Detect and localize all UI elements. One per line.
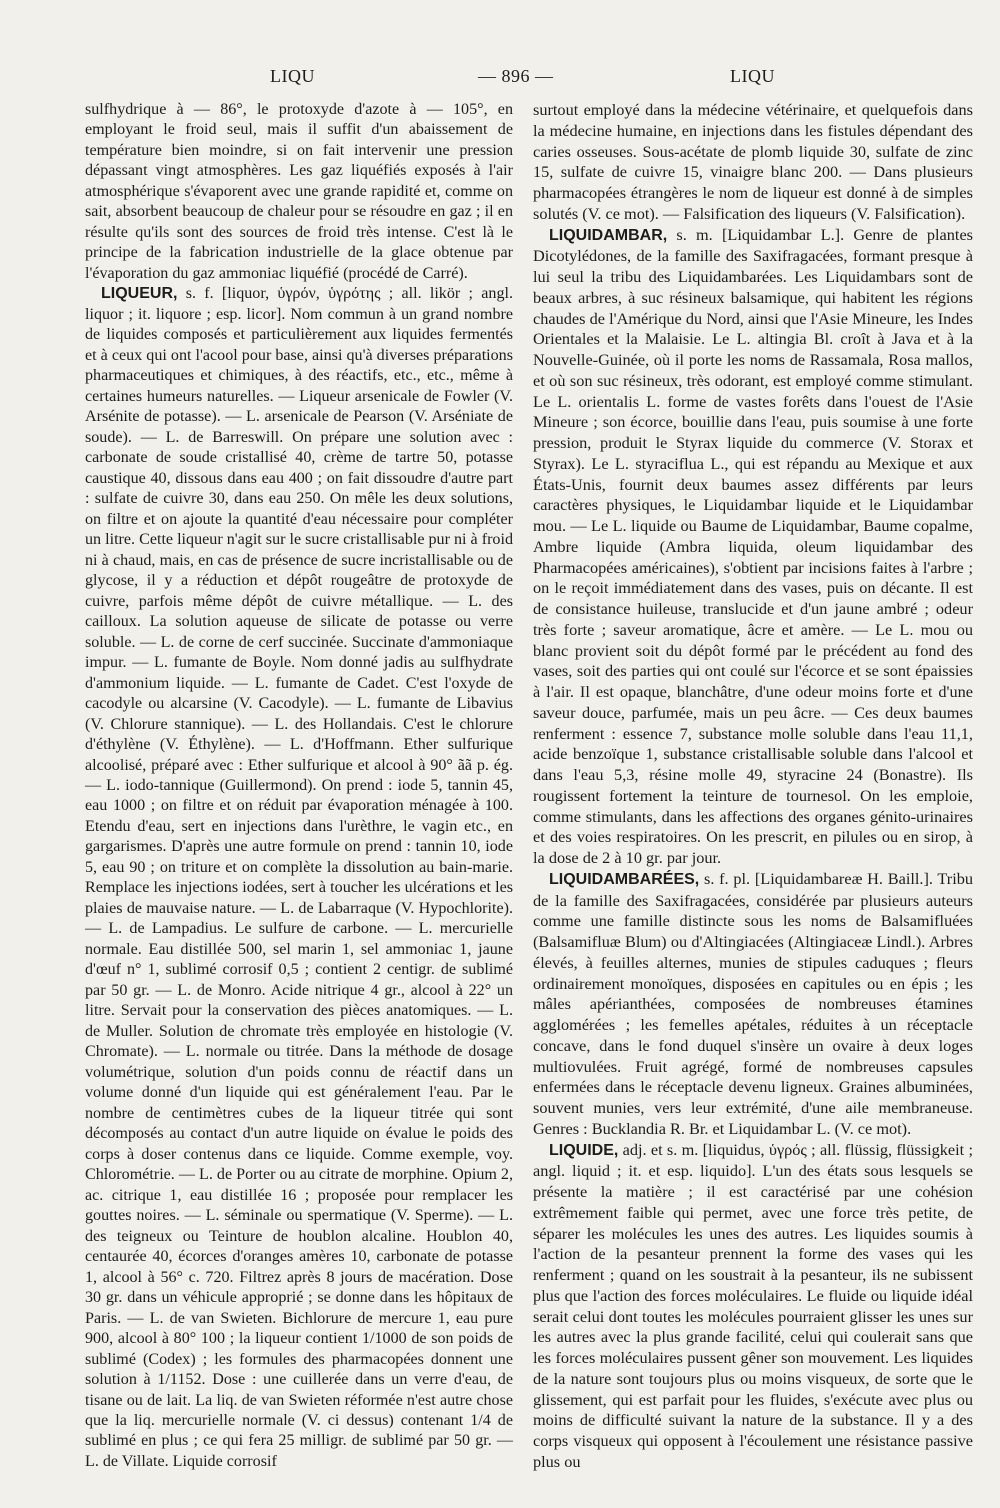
- right-column: [533, 100, 973, 1473]
- entry-liquidambar: [533, 225, 973, 869]
- headword: LIQUIDAMBARÉES,: [549, 870, 700, 888]
- entry-text: s. m. [Liquidambar L.]. Genre de plantes Dicotylédones, de la famille des Saxifragacées, formant presque à lui seul la tribu des Liquidambarées. Les Liquidambars sont de beaux arbres, à suc résineux balsamique, qui habitent les régions chaudes de l'Amérique du Nord, ainsi que l'Asie Mineure, les Indes Orientales et la Malaisie. Le L. altingia Bl. croît à Java et à la Nouvelle-Guinée, où il porte les noms de Rassamala, Rosa mallos, et où son suc résineux, très odorant, est employé comme stimulant. Le L. orientalis L. forme de vastes forêts dans l'ouest de l'Asie Mineure ; son écorce, bouillie dans l'eau, puis soumise à une forte pression, produit le Styrax liquide du commerce (V. Storax et Styrax). Le L. styraciflua L., qui est répandu au Mexique et aux États-Unis, fournit deux baumes assez différents par leurs caractères physiques, le Liquidambar liquide et le Liquidambar mou. — Le L. liquide ou Baume de Liquidambar, Baume copalme, Ambre liquide (Ambra liquida, oleum liquidambar des Pharmacopées américaines), s'obtient par incisions faites à l'arbre ; on le reçoit immédiatement dans des vases, puis on décante. Il est de consistance huileuse, translucide et d'un jaune ambré ; odeur très forte ; saveur aromatique, âcre et amère. — Le L. mou ou blanc provient soit du dépôt formé par le précédent au fond des vases, soit des parties qui ont coulé sur l'écorce et se sont épaissies à l'air. Il est opaque, blanchâtre, d'une odeur moins forte et d'une saveur douce, parfumée, mais un peu âcre. — Ces deux baumes renferment : essence 7, substance molle soluble dans l'eau 11,1, acide benzoïque 1, substance cristallisable soluble dans l'alcool et dans l'eau 5,3, résine molle 49, styracine 24 (Bonastre). Ils rougissent fortement la teinture de tournesol. On les emploie, comme stimulants, dans les affections des organes génito-urinaires et des voies respiratoires. On les prescrit, en pilules ou en sirop, à la dose de 2 à 10 gr. par jour.: [533, 224, 974, 867]
- header-left-guide-word: LIQU: [270, 66, 315, 86]
- page-number: — 896 —: [478, 66, 554, 86]
- header-right-guide-word: LIQU: [730, 66, 775, 86]
- entry-liqueur: [85, 284, 513, 1472]
- headword: LIQUIDE,: [549, 1141, 619, 1159]
- entry-text: adj. et s. m. [liquidus, ὑγρός ; all. flüssig, flüssigkeit ; angl. liquid ; it. et esp. liquido]. L'un des états sous lesquels se présente la matière ; il est caractérisé par une cohésion extrêmement faible qui permet, avec une force très petite, de séparer les molécules les unes des autres. Les liquides soumis à l'action de la pesanteur prennent la forme des vases qui les renferment ; quand on les soustrait à la pesanteur, ils ne subissent plus que l'action des forces moléculaires. Le fluide ou liquide idéal serait celui dont toutes les molécules pourraient glisser les unes sur les autres avec la plus grande facilité, celui qui coulerait sans que les forces moléculaires pussent gêner son mouvement. Les liquides de la nature sont toujours plus ou moins visqueux, de sorte que le glissement, qui est parfait pour les fluides, s'exécute avec plus ou moins de difficulté suivant la nature de la substance. Il y a des corps visqueux qui opposent à l'écoulement une résistance passive plus ou: [533, 1139, 974, 1471]
- entry-text: s. f. [liquor, ὑγρόν, ὑγρότης ; all. likör ; angl. liquor ; it. liquore ; esp. licor]. Nom commun à un grand nombre de liquides composés et particulièrement aux liquides fermentés et à ceux qui ont l'acool pour base, ainsi qu'à diverses préparations pharmaceutiques et chimiques, à des réactifs, etc., etc., même à certaines humeurs naturelles. — Liqueur arsenicale de Fowler (V. Arsénite de potasse). — L. arsenicale de Pearson (V. Arséniate de soude). — L. de Barreswill. On prépare une solution avec : carbonate de soude cristallisé 40, crème de tartre 50, potasse caustique 40, dissous dans eau 400 ; on fait dissoudre d'autre part : sulfate de cuivre 30, dans eau 250. On mêle les deux solutions, on filtre et on ajoute la quantité d'eau nécessaire pour compléter un litre. Cette liqueur n'agit sur le sucre cristallisable pur ni à froid ni à chaud, mais, en cas de présence de sucre incristallisable ou de glycose, il y a réduction et dépôt rougeâtre de protoxyde de cuivre, parfois même dépôt de cuivre métallique. — L. des cailloux. La solution aqueuse de silicate de potasse ou verre soluble. — L. de corne de cerf succinée. Succinate d'ammoniaque impur. — L. fumante de Boyle. Nom donné jadis au sulfhydrate d'ammonium liquide. — L. fumante de Cadet. C'est l'oxyde de cacodyle ou alcarsine (V. Cacodyle). — L. fumante de Libavius (V. Chlorure stannique). — L. des Hollandais. C'est le chlorure d'éthylène (V. Éthylène). — L. d'Hoffmann. Ether sulfurique alcoolisé, préparé avec : Ether sulfurique et alcool à 90° ãã p. ég. — L. iodo-tannique (Guillermond). On prend : iode 5, tannin 45, eau 1000 ; on filtre et on réduit par évaporation ménagée à 100. Etendu d'eau, sert en injections dans l'urèthre, le vagin etc., en gargarismes. D'après une autre formule on prend : tannin 10, iode 5, eau 90 ; on triture et on complète la dissolution au bain-marie. Remplace les injections iodées, sert à toucher les ulcérations et les plaies de mauvaise nature. — L. de Labarraque (V. Hypochlorite). — L. de Lampadius. Le sulfure de carbone. — L. mercurielle normale. Eau distillée 500, sel marin 1, sel ammoniac 1, jaune d'œuf n° 1, sublimé corrosif 0,5 ; contient 2 centigr. de sublimé par 50 gr. — L. de Monro. Acide nitrique 4 gr., alcool à 22° un litre. Servait pour la conservation des pièces anatomiques. — L. de Muller. Solution de chromate très employée en histologie (V. Chromate). — L. normale ou titrée. Dans la méthode de dosage volumétrique, solution d'un poids connu de réactif dans un volume donné d'un liquide qui est généralement l'eau. Par le nombre de centimètres cubes de la liqueur titrée qui sont décomposés au contact d'un autre liquide on évalue le poids des corps à doser contenus dans ce liquide. Comme exemple, voy. Chlorométrie. — L. de Porter ou au citrate de morphine. Opium 2, ac. citrique 1, eau distillée 16 ; proposée pour remplacer les gouttes noires. — L. séminale ou spermatique (V. Sperme). — L. des teigneux ou Teinture de houblon alcaline. Houblon 40, centaurée 40, écorces d'oranges amères 10, carbonate de potasse 1, alcool à 56° c. 720. Filtrez après 8 jours de macération. Dose 30 gr. dans un véhicule approprié ; se donne dans les hôpitaux de Paris. — L. de van Swieten. Bichlorure de mercure 1, eau pure 900, alcool à 80° 100 ; la liqueur contient 1/1000 de son poids de sublimé (Codex) ; les formules des pharmacopées donnent une solution à 1/1152. Dose : une cuillerée dans un verre d'eau, de tisane ou de lait. La liq. de van Swieten réformée n'est autre chose que la liq. mercurielle normale (V. ci dessus) contenant 1/4 de sublimé en plus ; ce qui fera 25 milligr. de sublimé par 50 gr. — L. de Villate. Liquide corrosif: [85, 285, 513, 1470]
- continuation-paragraph: sulfhydrique à — 86°, le protoxyde d'azote à — 105°, en employant le froid seul, mais il suffit d'un abaissement de température bien moindre, si on fait intervenir une pression dépassant vingt atmosphères. Les gaz liquéfiés exposés à l'air atmosphérique s'évaporent avec une grande rapidité et, comme on sait, absorbent beaucoup de chaleur pour se résoudre en gaz ; il en résulte qu'ils sont des sources de froid très intense. C'est là le principe de la fabrication industrielle de la glace obtenue par l'évaporation du gaz ammoniac liquéfié (procédé de Carré).: [85, 101, 513, 282]
- continuation-paragraph: surtout employé dans la médecine vétérinaire, et quelquefois dans la médecine humaine, en injections dans les fistules dépendant des caries osseuses. Sous-acétate de plomb liquide 30, sulfate de zinc 15, sulfate de cuivre 15, vinaigre blanc 200. — Dans plusieurs pharmacopées étrangères le nom de liqueur est donné à de simples solutés (V. ce mot). — Falsification des liqueurs (V. Falsification).: [533, 100, 973, 223]
- running-header: [0, 66, 1000, 94]
- left-column: [85, 100, 513, 1472]
- entry-liquide: [533, 1140, 973, 1473]
- entry-liquidambarees: [533, 869, 973, 1140]
- headword: LIQUEUR,: [101, 285, 178, 303]
- headword: LIQUIDAMBAR,: [549, 226, 668, 244]
- entry-text: s. f. pl. [Liquidambareæ H. Baill.]. Tribu de la famille des Saxifragacées, considérée par plusieurs auteurs comme une famille distincte sous les noms de Balsamifluées (Balsamifluæ Blum) ou d'Altingiacées (Altingiaceæ Lindl.). Arbres élevés, à feuilles alternes, munies de stipules caduques ; fleurs ordinairement monoïques, disposées en capitules ou en épis ; les mâles apérianthées, composées de nombreuses étamines agglomérées ; les femelles apétales, réduites à un réceptacle concave, dans le fond duquel s'insère un ovaire à deux loges multiovulées. Fruit agrégé, formé de nombreuses capsules enfermées dans le réceptacle devenu ligneux. Graines albuminées, souvent munies, vers leur extrémité, d'une aile membraneuse. Genres : Bucklandia R. Br. et Liquidambar L. (V. ce mot).: [533, 868, 973, 1138]
